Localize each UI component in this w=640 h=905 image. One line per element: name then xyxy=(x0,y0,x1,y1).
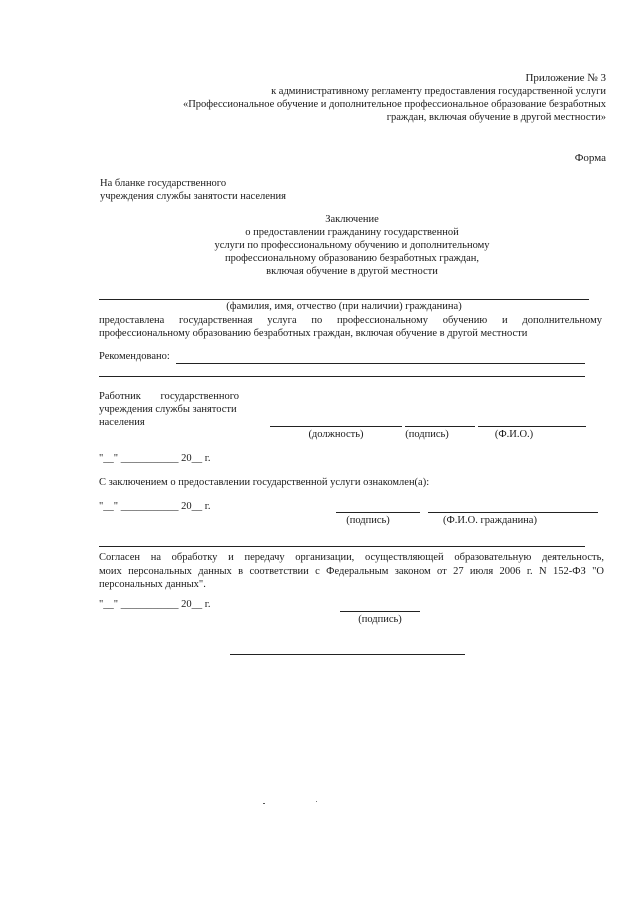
document-title-line-3: услуги по профессиональному обучению и дополнительному xyxy=(214,240,490,251)
worker-signature-line[interactable] xyxy=(405,426,475,427)
document-title-line-4: профессиональному образованию безработных граждан, xyxy=(224,253,479,264)
citizen-signature-caption: (подпись) xyxy=(346,515,390,526)
consent-text-line-3: персональных данных". xyxy=(99,579,206,590)
recommended-line-2[interactable] xyxy=(99,376,585,377)
worker-label-line-3: населения xyxy=(99,417,145,428)
worker-name-caption: (Ф.И.О.) xyxy=(494,429,534,440)
recommended-line-1[interactable] xyxy=(176,363,585,364)
appendix-number: Приложение № 3 xyxy=(525,72,606,84)
position-caption: (должность) xyxy=(308,429,364,440)
appendix-regulation: к административному регламенту предоставления государственной услуги xyxy=(271,86,606,97)
date-field-1[interactable]: "__" ___________ 20__ г. xyxy=(99,453,211,464)
worker-label-line-1: Работник государственного xyxy=(99,391,239,402)
worker-signature-caption: (подпись) xyxy=(405,429,449,440)
citizen-name-caption: (фамилия, имя, отчество (при наличии) гражданина) xyxy=(226,301,462,312)
appendix-service-name: «Профессиональное обучение и дополнительное профессиональное образование безработных xyxy=(182,99,606,110)
document-title: Заключение xyxy=(325,214,379,225)
letterhead-line-1: На бланке государственного xyxy=(100,178,227,189)
worker-position-line[interactable] xyxy=(270,426,402,427)
citizen-full-name-line[interactable] xyxy=(428,512,598,513)
acquainted-text: С заключением о предоставлении государственной услуги ознакомлен(а): xyxy=(99,477,430,488)
document-title-line-5: включая обучение в другой местности xyxy=(266,266,438,277)
consent-signature-line[interactable] xyxy=(340,611,420,612)
end-of-form-line xyxy=(230,654,465,655)
citizen-signature-line[interactable] xyxy=(336,512,420,513)
citizen-full-name-caption: (Ф.И.О. гражданина) xyxy=(443,515,537,526)
worker-label-line-2: учреждения службы занятости xyxy=(99,404,237,415)
consent-signature-caption: (подпись) xyxy=(358,614,402,625)
date-field-2[interactable]: "__" ___________ 20__ г. xyxy=(99,501,211,512)
scan-speck xyxy=(316,801,317,802)
date-field-3[interactable]: "__" ___________ 20__ г. xyxy=(99,599,211,610)
appendix-service-name-cont: граждан, включая обучение в другой местности» xyxy=(386,112,606,123)
letterhead-line-2: учреждения службы занятости населения xyxy=(100,191,286,202)
consent-text-line-2: моих персональных данных в соответствии с Федеральным законом от 27 июля 2006 г. N 152-ФЗ "О xyxy=(99,566,604,577)
scan-speck xyxy=(263,803,265,804)
section-divider xyxy=(99,546,585,547)
service-text-line-1: предоставлена государственная услуга по профессиональному обучению и дополнительному xyxy=(99,315,602,326)
service-text-line-2: профессиональному образованию безработных граждан, включая обучение в другой местности xyxy=(99,328,528,339)
worker-name-line[interactable] xyxy=(478,426,586,427)
consent-text-line-1: Согласен на обработку и передачу организации, осуществляющей образовательную деятельность, xyxy=(99,552,604,563)
citizen-name-line[interactable] xyxy=(99,299,589,300)
document-title-line-2: о предоставлении гражданину государственной xyxy=(245,227,459,238)
form-label: Форма xyxy=(574,152,606,164)
recommended-label: Рекомендовано: xyxy=(99,351,170,362)
